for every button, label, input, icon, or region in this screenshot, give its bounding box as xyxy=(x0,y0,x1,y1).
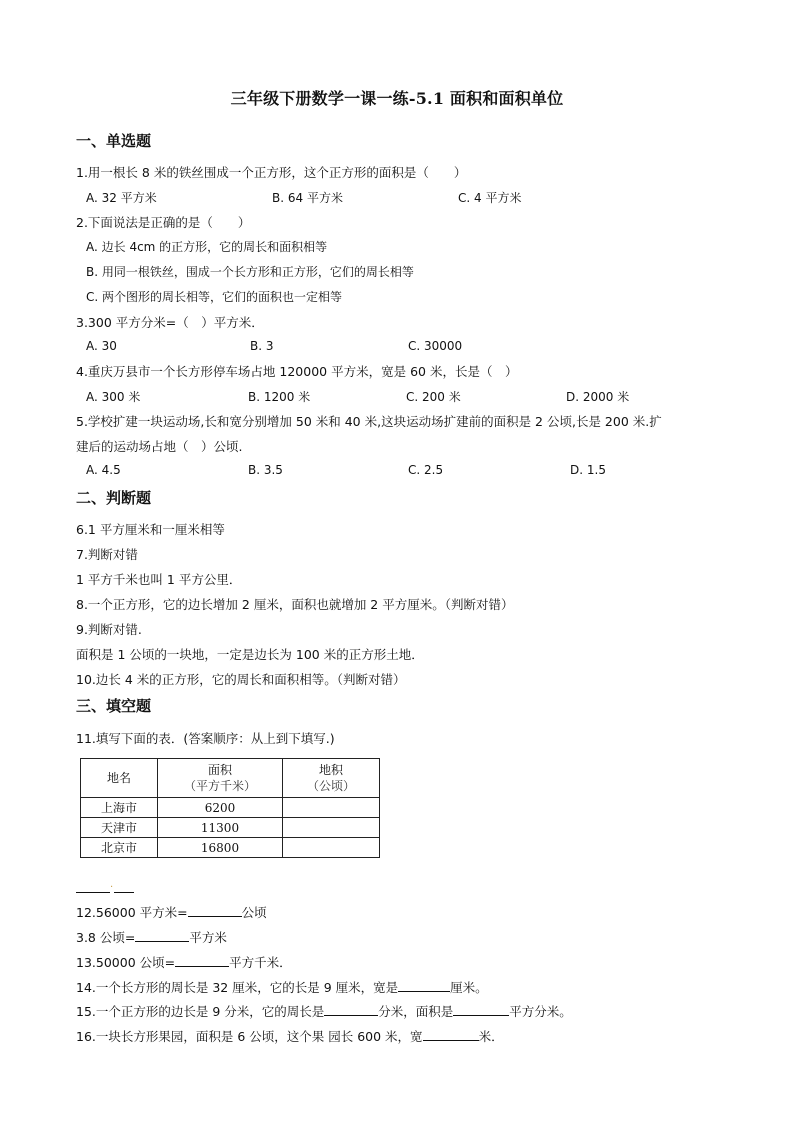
question-15-mid: 分米，面积是 xyxy=(378,1004,454,1019)
question-16 xyxy=(76,1027,504,1045)
question-5-option-a: A. 4.5 xyxy=(86,463,121,477)
area-table xyxy=(80,758,380,858)
question-14-text: 14.一个长方形的周长是 32 厘米，它的长是 9 厘米，宽是 xyxy=(76,980,399,995)
answer-blank[interactable] xyxy=(76,884,110,893)
question-11: 11.填写下面的表．(答案顺序：从上到下填写.) xyxy=(76,731,335,746)
table-cell-place: 天津市 xyxy=(81,818,158,838)
question-2-stem: 2.下面说法是正确的是（ ） xyxy=(76,215,251,230)
question-3-option-b: B. 3 xyxy=(250,339,274,353)
section-heading-true-false: 二、判断题 xyxy=(76,489,152,507)
question-5-stem-line-1: 5.学校扩建一块运动场,长和宽分别增加 50 米和 40 米,这块运动场扩建前的面积是 2 公顷,长是 200 米.扩 xyxy=(76,414,662,429)
answer-blank[interactable] xyxy=(453,1003,509,1016)
question-6: 6.1 平方厘米和一厘米相等 xyxy=(76,522,225,537)
question-1-option-b: B. 64 平方米 xyxy=(272,191,343,205)
table-cell-place: 北京市 xyxy=(81,838,158,858)
question-9-statement: 面积是 1 公顷的一块地，一定是边长为 100 米的正方形土地． xyxy=(76,647,424,662)
table-cell-area: 11300 xyxy=(158,818,283,838)
question-2-option-a: A. 边长 4cm 的正方形，它的周长和面积相等 xyxy=(86,240,328,254)
question-4-stem: 4.重庆万县市一个长方形停车场占地 120000 平方米，宽是 60 米，长是（ ） xyxy=(76,364,518,379)
question-16-unit: 米． xyxy=(478,1029,504,1044)
answer-blank[interactable] xyxy=(423,1028,479,1041)
question-14 xyxy=(76,978,488,996)
question-16-text: 16.一块长方形果园，面积是 6 公顷，这个果 园长 600 米，宽 xyxy=(76,1029,423,1044)
question-7: 7.判断对错 xyxy=(76,547,138,562)
question-12a xyxy=(76,903,267,921)
table-header-land-area-label: 地积 xyxy=(318,763,343,777)
table-row xyxy=(81,798,380,818)
question-14-unit: 厘米。 xyxy=(450,980,488,995)
table-row xyxy=(81,818,380,838)
table-header-place: 地名 xyxy=(81,759,158,798)
answer-blank[interactable] xyxy=(188,904,242,917)
question-11-answer-blanks[interactable] xyxy=(76,882,134,896)
question-1-stem: 1.用一根长 8 米的铁丝围成一个正方形，这个正方形的面积是（ ） xyxy=(76,165,467,180)
answer-blank[interactable] xyxy=(324,1003,378,1016)
table-cell-area: 6200 xyxy=(158,798,283,818)
table-header-area-label: 面积 xyxy=(207,763,232,777)
question-2-option-c: C. 两个图形的周长相等，它们的面积也一定相等 xyxy=(86,290,343,304)
table-cell-land-area-blank[interactable] xyxy=(283,818,380,838)
question-3-option-c: C. 30000 xyxy=(408,339,463,353)
answer-blank[interactable] xyxy=(114,884,134,893)
question-1-option-a: A. 32 平方米 xyxy=(86,191,157,205)
table-header-area-unit: （平方千米） xyxy=(183,779,256,793)
table-cell-land-area-blank[interactable] xyxy=(283,798,380,818)
question-5-option-c: C. 2.5 xyxy=(408,463,444,477)
question-4-option-a: A. 300 米 xyxy=(86,390,141,404)
question-12a-text: 12.56000 平方米= xyxy=(76,905,188,920)
table-header-area xyxy=(158,759,283,798)
section-heading-fill-in: 三、填空题 xyxy=(76,697,152,715)
question-13-text: 13.50000 公顷= xyxy=(76,955,176,970)
question-15 xyxy=(76,1002,572,1020)
table-cell-area: 16800 xyxy=(158,838,283,858)
question-12b xyxy=(76,928,227,946)
page-title: 三年级下册数学一课一练-5.1 面积和面积单位 xyxy=(230,89,564,108)
question-10: 10.边长 4 米的正方形，它的周长和面积相等。（判断对错） xyxy=(76,672,406,687)
question-13-unit: 平方千米． xyxy=(229,955,292,970)
section-heading-single-choice: 一、单选题 xyxy=(76,132,152,150)
table-cell-land-area-blank[interactable] xyxy=(283,838,380,858)
answer-blank[interactable] xyxy=(135,929,189,942)
question-9: 9.判断对错. xyxy=(76,622,142,637)
question-4-option-b: B. 1200 米 xyxy=(248,390,311,404)
question-8: 8.一个正方形，它的边长增加 2 厘米，面积也就增加 2 平方厘米。（判断对错） xyxy=(76,597,514,612)
question-2-option-b: B. 用同一根铁丝，围成一个长方形和正方形，它们的周长相等 xyxy=(86,265,414,279)
answer-blank[interactable] xyxy=(398,979,450,992)
table-header-land-area xyxy=(283,759,380,798)
question-15-text: 15.一个正方形的边长是 9 分米，它的周长是 xyxy=(76,1004,325,1019)
question-12b-unit: 平方米 xyxy=(189,930,227,945)
question-13 xyxy=(76,953,292,971)
table-row xyxy=(81,838,380,858)
question-5-option-d: D. 1.5 xyxy=(570,463,606,477)
question-4-option-d: D. 2000 米 xyxy=(566,390,630,404)
question-5-option-b: B. 3.5 xyxy=(248,463,283,477)
question-1-option-c: C. 4 平方米 xyxy=(458,191,522,205)
question-3-stem: 3.300 平方分米=（ ）平方米． xyxy=(76,315,264,330)
question-4-option-c: C. 200 米 xyxy=(406,390,461,404)
question-15-unit: 平方分米。 xyxy=(509,1004,572,1019)
table-cell-place: 上海市 xyxy=(81,798,158,818)
question-12b-text: 3.8 公顷= xyxy=(76,930,136,945)
table-header-row xyxy=(81,759,380,798)
dot-mark: · xyxy=(110,882,114,893)
question-3-option-a: A. 30 xyxy=(86,339,117,353)
question-5-stem-line-2: 建后的运动场占地（ ）公顷. xyxy=(76,439,243,454)
question-7-statement: 1 平方千米也叫 1 平方公里． xyxy=(76,572,242,587)
question-12a-unit: 公顷 xyxy=(241,905,267,920)
answer-blank[interactable] xyxy=(175,954,229,967)
table-header-land-area-unit: （公顷） xyxy=(306,779,355,793)
